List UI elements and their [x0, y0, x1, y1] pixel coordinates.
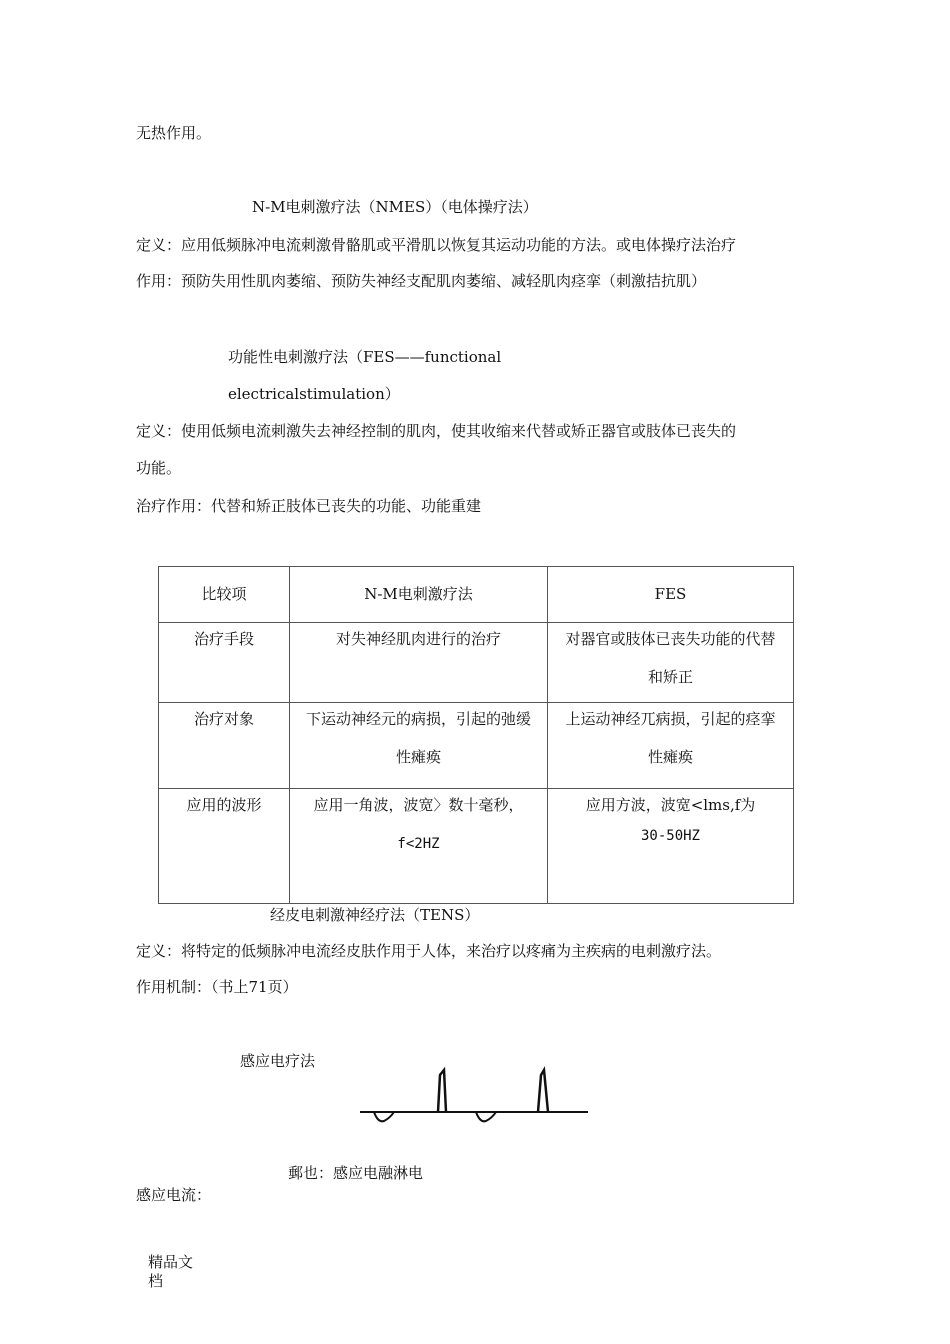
fes-heading-line1: 功能性电刺激疗法（FES——functional: [228, 348, 502, 366]
induction-caption: 郵也：感应电融淋电: [288, 1164, 424, 1182]
table-row: [159, 623, 794, 703]
induction-current-label: 感应电流：: [136, 1186, 212, 1204]
nmes-definition: 定义：应用低频脉冲电流刺激骨骼肌或平滑肌以恢复其运动功能的方法。或电体操疗法治疗: [136, 236, 737, 254]
nm-cell: [290, 623, 548, 703]
fes-cell-line2: 性瘫痪: [647, 748, 693, 767]
induction-waveform-icon: [360, 1065, 592, 1129]
row-label: 治疗手段: [159, 623, 290, 703]
tens-mechanism: 作用机制：（书上71页）: [136, 978, 298, 996]
header-fes: FES: [548, 567, 794, 623]
nm-cell-line1: 对失神经肌肉进行的治疗: [335, 630, 501, 648]
nmes-heading: N-M电刺激疗法（NMES）（电体操疗法）: [252, 198, 538, 216]
header-nm-stimulation: N-M电刺激疗法: [290, 567, 548, 623]
fes-cell: [548, 623, 794, 703]
nm-cell-line1: 应用一角波，波宽〉数十毫秒，: [313, 796, 524, 814]
nm-cell: [290, 789, 548, 904]
fes-cell-line1: 上运动神经兀病损，引起的痉挛: [565, 710, 776, 728]
table-row: [159, 703, 794, 789]
nm-cell: [290, 703, 548, 789]
fes-therapy: 治疗作用：代替和矫正肢体已丧失的功能、功能重建: [136, 497, 482, 515]
table-header-row: [159, 567, 794, 623]
fes-cell: [548, 789, 794, 904]
nm-cell-line2: f<2HZ: [397, 836, 440, 853]
comparison-table: [158, 566, 794, 904]
fes-definition-line2: 功能。: [136, 459, 182, 477]
row-label: 应用的波形: [159, 789, 290, 904]
intro-tail: 无热作用。: [136, 124, 212, 142]
tens-heading: 经皮电刺激神经疗法（TENS）: [270, 906, 480, 924]
table-row: [159, 789, 794, 904]
tens-definition: 定义：将特定的低频脉冲电流经皮肤作用于人体，来治疗以疼痛为主疾病的电刺激疗法。: [136, 942, 722, 960]
header-compare-item: 比较项: [159, 567, 290, 623]
fes-cell-line2: 和矫正: [647, 668, 693, 687]
fes-definition-line1: 定义：使用低频电流刺激失去神经控制的肌肉，使其收缩来代替或矫正器官或肢体已丧失的: [136, 422, 737, 440]
induction-heading: 感应电疗法: [240, 1052, 316, 1070]
fes-heading-line2: electricalstimulation）: [228, 385, 400, 403]
fes-cell-line1: 应用方波，波宽<lms,f为: [585, 796, 756, 814]
fes-cell: [548, 703, 794, 789]
row-label: 治疗对象: [159, 703, 290, 789]
nmes-effect: 作用：预防失用性肌肉萎缩、预防失神经支配肌肉萎缩、减轻肌肉痉挛（刺激拮抗肌）: [136, 272, 707, 290]
nm-cell-line2: 性瘫痪: [395, 748, 441, 767]
fes-cell-line1: 对器官或肢体已丧失功能的代替: [565, 630, 776, 648]
nm-cell-line1: 下运动神经元的病损，引起的弛缓: [305, 710, 531, 728]
footer-watermark-line2: 档: [148, 1272, 164, 1290]
fes-cell-line2: 30-50HZ: [640, 828, 700, 845]
footer-watermark-line1: 精品文: [148, 1253, 194, 1271]
